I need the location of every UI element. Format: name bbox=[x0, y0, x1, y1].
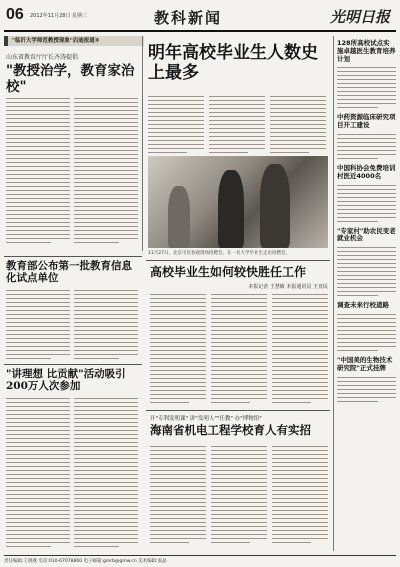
news-photo bbox=[148, 156, 328, 248]
sidebar-item-title: 128所高校试点实施卓越医生教育培养计划 bbox=[337, 39, 396, 63]
series-banner: "临沂大学师范教授现象"启迪报道③ bbox=[4, 36, 144, 46]
lead-headline: 明年高校毕业生人数史上最多 bbox=[148, 43, 318, 83]
page-header bbox=[4, 4, 396, 32]
feature-byline: 本报记者 王慧敏 本报通讯员 王亚民 bbox=[248, 283, 328, 290]
section-divider bbox=[146, 410, 330, 411]
sidebar-item-title: "专家村"助农民变老就业机会 bbox=[337, 226, 396, 243]
sidebar-item-title: 中国科协会免费培训村医近4000名 bbox=[337, 163, 396, 180]
sidebar-divider bbox=[333, 36, 334, 551]
sidebar-item-title: "中国美的生物技术研究院"正式挂牌 bbox=[337, 355, 393, 372]
section-divider bbox=[4, 364, 142, 365]
page-number: 06 bbox=[6, 6, 24, 23]
bottom-headline: 海南省机电工程学校育人有实招 bbox=[150, 423, 311, 437]
section-divider bbox=[146, 260, 330, 261]
column-divider bbox=[142, 36, 143, 251]
article-ideals-contribution bbox=[6, 368, 138, 392]
sidebar-item-body bbox=[337, 314, 396, 351]
article-kicker: 山东省教育厅厅长齐涛提倡 bbox=[6, 54, 79, 61]
feature-body-text bbox=[272, 294, 328, 406]
feature-body-text bbox=[211, 294, 267, 406]
masthead-logo: 光明日报 bbox=[329, 8, 390, 26]
article-body-text bbox=[74, 290, 138, 362]
bottom-kicker: 开"专利发明课" 讲"发明人""任教" 办"博物馆" bbox=[150, 416, 262, 422]
article-body-text bbox=[6, 98, 70, 246]
lead-body-text bbox=[209, 96, 265, 156]
bottom-body-text bbox=[272, 446, 328, 546]
article-education-governance bbox=[6, 52, 138, 95]
article-headline: "教授治学，教育家治校" bbox=[6, 63, 135, 95]
sidebar-item-body bbox=[337, 247, 396, 296]
article-body-text bbox=[6, 398, 70, 550]
lead-article bbox=[148, 44, 328, 83]
page-footer: 责任编辑:王晓燕 电话:010-67078860 电子邮箱:gmrb@gmw.cn 美术编辑:张晶 bbox=[4, 555, 396, 565]
section-divider bbox=[4, 256, 142, 257]
bottom-article bbox=[150, 414, 328, 437]
article-body-text bbox=[6, 290, 70, 362]
article-body-text bbox=[74, 398, 138, 550]
sidebar-item-body bbox=[337, 377, 396, 402]
sidebar-item-title: 中药资源临床研究项目开工建设 bbox=[337, 113, 396, 130]
bottom-body-text bbox=[211, 446, 267, 546]
sidebar-news-list bbox=[337, 40, 396, 405]
lead-body-text bbox=[148, 96, 204, 156]
photo-caption: 11月27日，北京市民参观现场招聘会，在一名大学毕业生走访招聘会。 bbox=[148, 251, 290, 256]
lead-body-text bbox=[270, 96, 326, 156]
sidebar-item-title: 调查未来行校道路 bbox=[337, 301, 389, 310]
article-edu-informatization bbox=[6, 260, 138, 284]
bottom-body-text bbox=[150, 446, 206, 546]
sidebar-item-body bbox=[337, 67, 396, 108]
article-headline: "讲理想 比贡献"活动吸引200万人次参加 bbox=[6, 368, 126, 393]
sidebar-item-body bbox=[337, 185, 396, 222]
date-line: 2012年11月28日 星期三 bbox=[30, 13, 88, 19]
feature-body-text bbox=[150, 294, 206, 406]
feature-headline: 高校毕业生如何较快胜任工作 bbox=[150, 265, 307, 279]
feature-article bbox=[150, 266, 328, 290]
article-headline: 教育部公布第一批教育信息化试点单位 bbox=[6, 260, 132, 285]
section-title: 教科新闻 bbox=[154, 9, 223, 27]
sidebar-item-body bbox=[337, 134, 396, 159]
article-body-text bbox=[74, 98, 138, 246]
